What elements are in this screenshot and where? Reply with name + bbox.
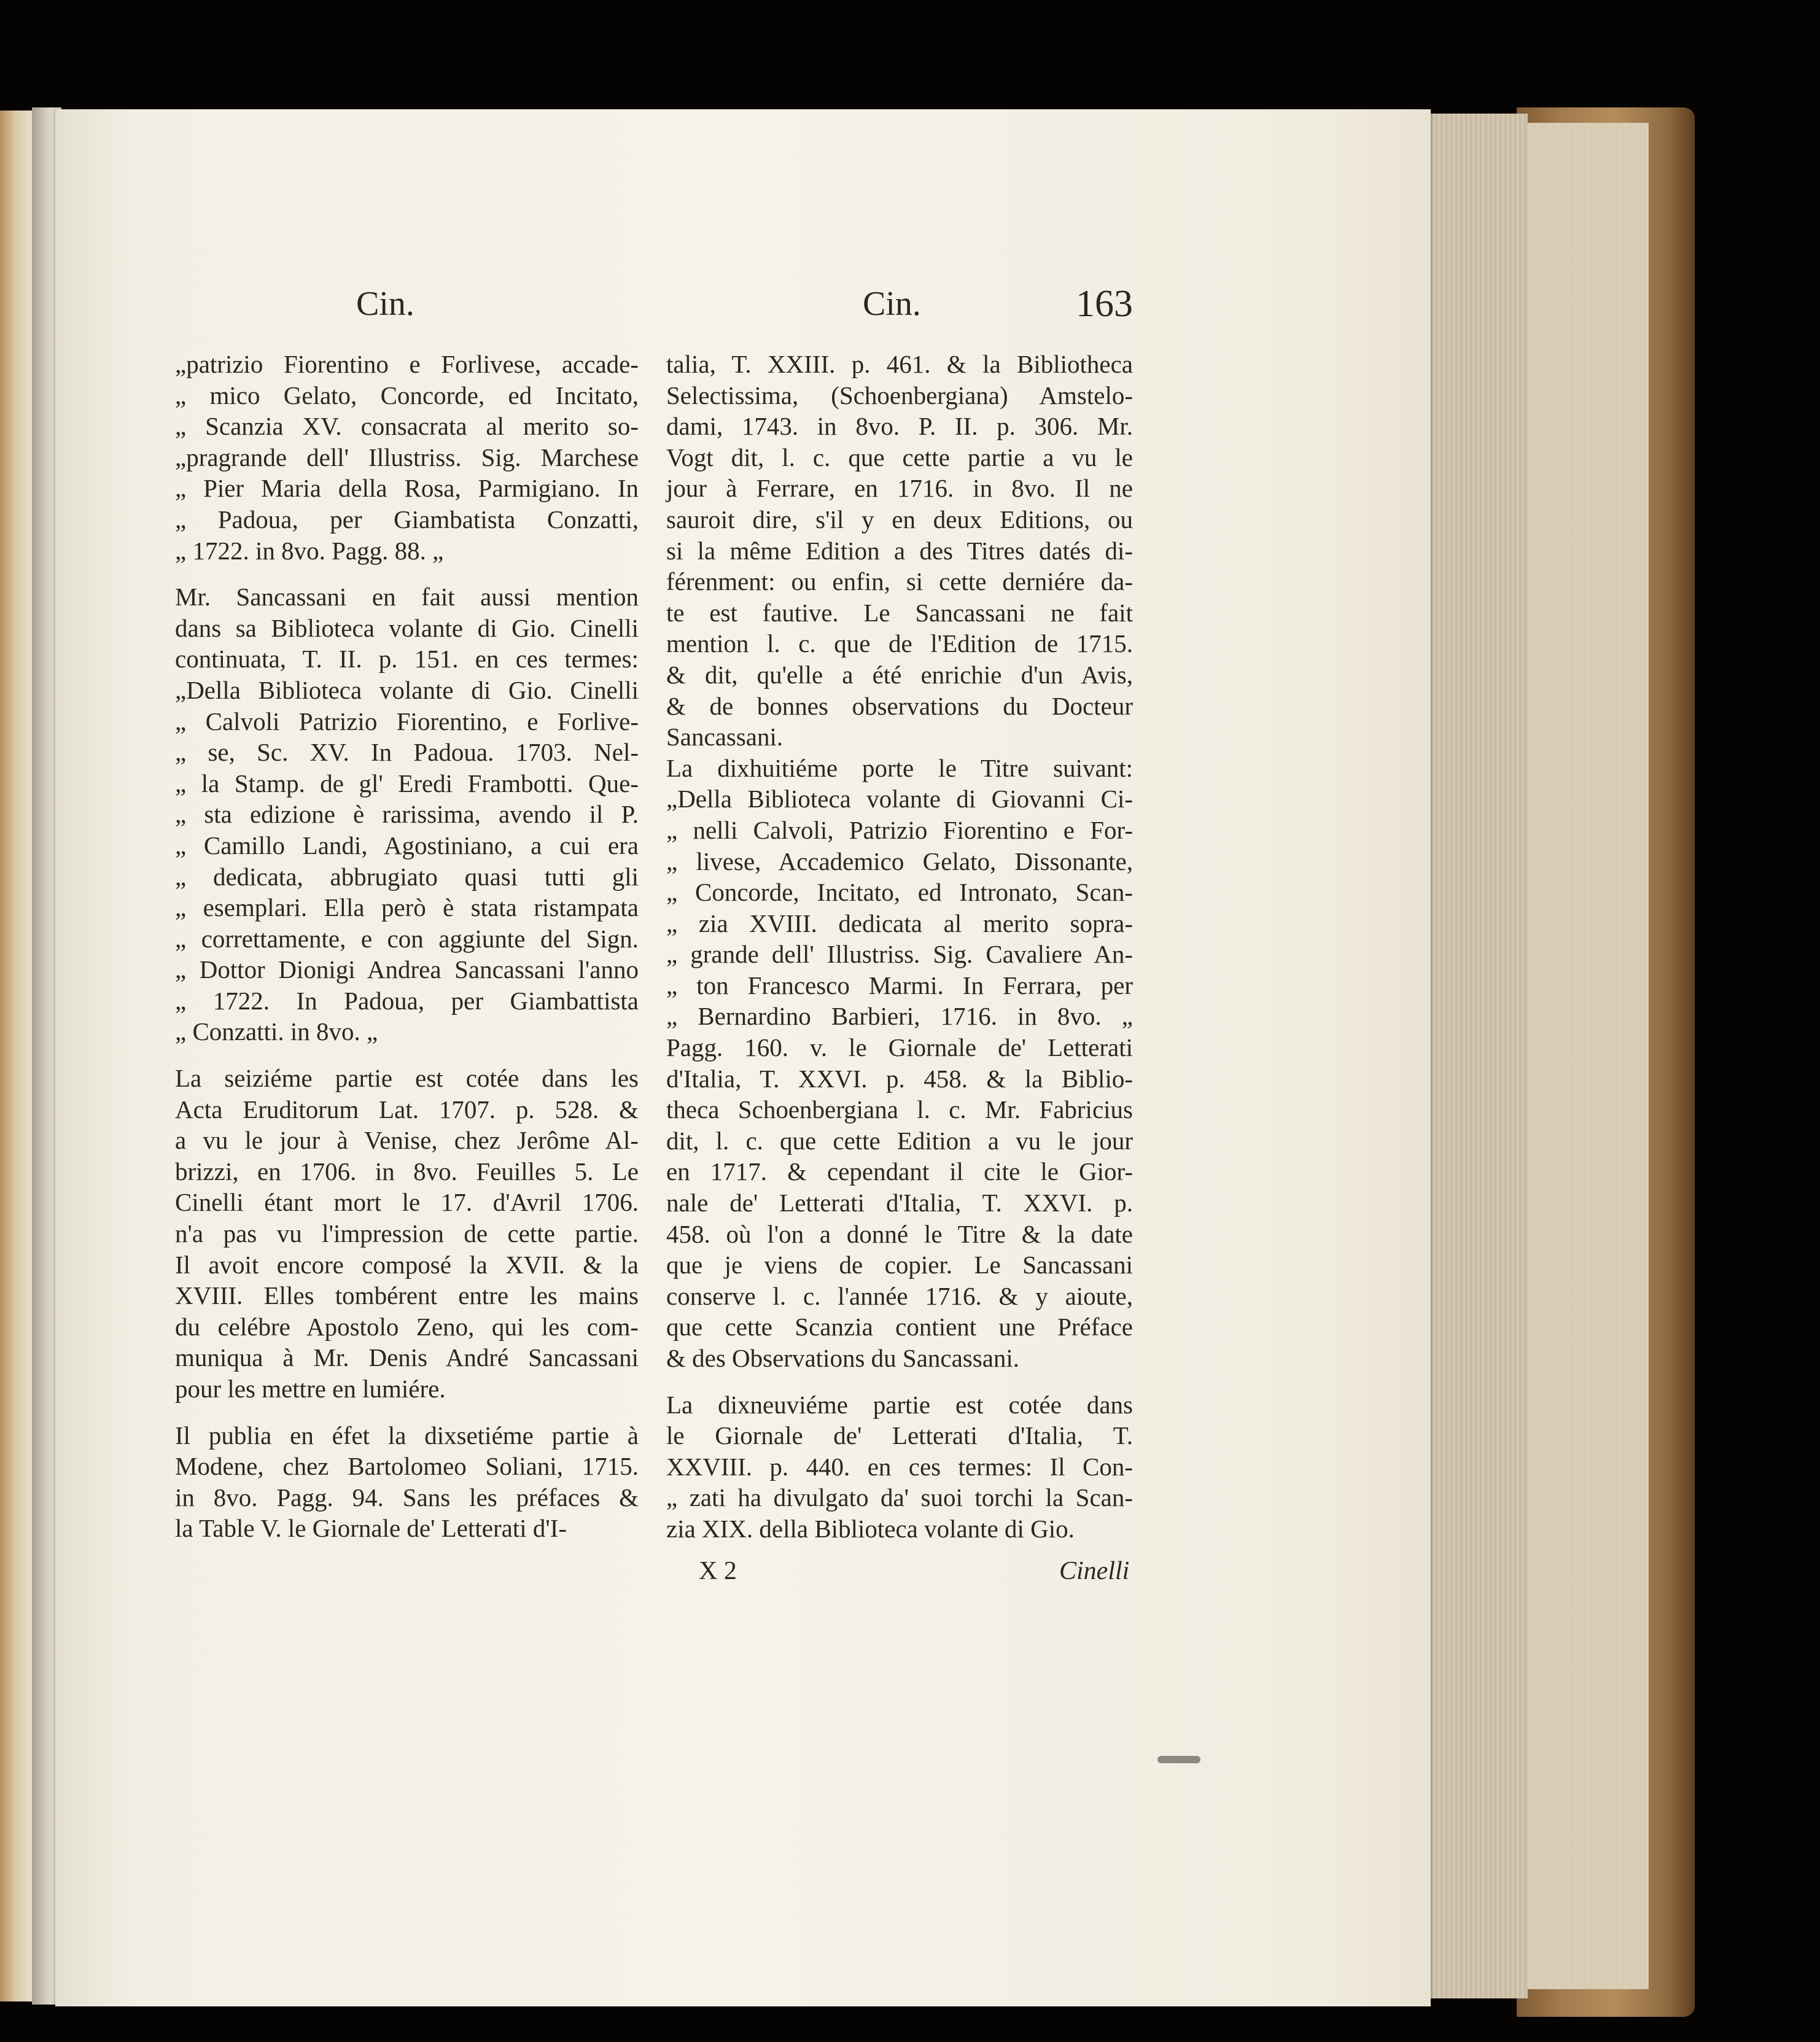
text-line: „ correttamente, e con aggiunte del Sign. bbox=[175, 924, 639, 953]
text-line: „ se, Sc. XV. In Padoua. 1703. Nel- bbox=[175, 738, 639, 767]
text-line: „Della Biblioteca volante di Giovanni Ci- bbox=[666, 785, 1133, 813]
text-line: „ Dottor Dionigi Andrea Sancassani l'anno bbox=[175, 955, 639, 984]
text-line: La dixneuviéme partie est cotée dans bbox=[666, 1390, 1133, 1419]
text-line: „ Conzatti. in 8vo. „ bbox=[175, 1017, 378, 1046]
text-line: „ ton Francesco Marmi. In Ferrara, per bbox=[666, 971, 1133, 1000]
text-line: XXVIII. p. 440. en ces termes: Il Con- bbox=[666, 1452, 1133, 1481]
text-line: sauroit dire, s'il y en deux Editions, ou bbox=[666, 505, 1133, 534]
paragraph-gap bbox=[175, 1405, 639, 1420]
text-line: Vogt dit, l. c. que cette partie a vu le bbox=[666, 443, 1133, 472]
catchword: Cinelli bbox=[1059, 1557, 1130, 1585]
text-line: „ dedicata, abbrugiato quasi tutti gli bbox=[175, 862, 639, 891]
text-line: La seiziéme partie est cotée dans les bbox=[175, 1064, 639, 1093]
text-line: „Della Biblioteca volante di Gio. Cinelli bbox=[175, 675, 639, 704]
text-line: „ 1722. In Padoua, per Giambattista bbox=[175, 986, 639, 1015]
text-line: „pragrande dell' Illustriss. Sig. Marchese bbox=[175, 443, 639, 472]
text-line: „ zati ha divulgato da' suoi torchi la Scan- bbox=[666, 1483, 1133, 1512]
text-line: Mr. Sancassani en fait aussi mention bbox=[175, 583, 639, 611]
text-line: n'a pas vu l'impression de cette partie. bbox=[175, 1219, 639, 1248]
text-line: pour les mettre en lumiére. bbox=[175, 1375, 446, 1403]
text-line: & des Observations du Sancassani. bbox=[666, 1344, 1020, 1372]
running-head-right: Cin. bbox=[863, 285, 921, 323]
text-line: Il avoit encore composé la XVII. & la bbox=[175, 1250, 639, 1279]
paragraph-gap bbox=[175, 1047, 639, 1063]
text-line: Pagg. 160. v. le Giornale de' Letterati bbox=[666, 1033, 1133, 1062]
text-line: „ Camillo Landi, Agostiniano, a cui era bbox=[175, 831, 639, 860]
text-line: que cette Scanzia contient une Préface bbox=[666, 1313, 1133, 1341]
text-line: te est fautive. Le Sancassani ne fait bbox=[666, 598, 1133, 627]
text-line: dami, 1743. in 8vo. P. II. p. 306. Mr. bbox=[666, 412, 1133, 441]
text-line: Acta Eruditorum Lat. 1707. p. 528. & bbox=[175, 1095, 639, 1124]
text-line: „ 1722. in 8vo. Pagg. 88. „ bbox=[175, 536, 444, 565]
text-line: dit, l. c. que cette Edition a vu le jour bbox=[666, 1126, 1133, 1155]
text-line: 458. où l'on a donné le Titre & la date bbox=[666, 1219, 1133, 1248]
text-line: „ Padoua, per Giambatista Conzatti, bbox=[175, 505, 639, 534]
text-line: Sancassani. bbox=[666, 723, 784, 751]
paragraph-gap bbox=[175, 566, 639, 581]
text-line: „ Scanzia XV. consacrata al merito so- bbox=[175, 412, 639, 441]
left-text-column bbox=[175, 349, 639, 1544]
text-line: „ Pier Maria della Rosa, Parmigiano. In bbox=[175, 474, 639, 503]
text-line: talia, T. XXIII. p. 461. & la Bibliotheca bbox=[666, 350, 1133, 378]
signature-mark: X 2 bbox=[699, 1557, 737, 1585]
text-line: & de bonnes observations du Docteur bbox=[666, 691, 1133, 720]
text-line: conserve l. c. l'année 1716. & y aioute, bbox=[666, 1281, 1133, 1310]
text-line: zia XIX. della Biblioteca volante di Gio. bbox=[666, 1514, 1075, 1543]
text-line: muniqua à Mr. Denis André Sancassani bbox=[175, 1343, 639, 1372]
text-line: nale de' Letterati d'Italia, T. XXVI. p. bbox=[666, 1189, 1133, 1217]
running-head-left: Cin. bbox=[356, 285, 414, 323]
text-line: Modene, chez Bartolomeo Soliani, 1715. bbox=[175, 1452, 639, 1481]
text-line: „ la Stamp. de gl' Eredi Frambotti. Que- bbox=[175, 769, 639, 798]
text-line: si la même Edition a des Titres datés di- bbox=[666, 536, 1133, 565]
right-text-column bbox=[666, 349, 1133, 1545]
text-line: La dixhuitiéme porte le Titre suivant: bbox=[666, 753, 1133, 782]
text-line: „ Bernardino Barbieri, 1716. in 8vo. „ bbox=[666, 1002, 1133, 1031]
text-line: a vu le jour à Venise, chez Jerôme Al- bbox=[175, 1126, 639, 1155]
text-line: & dit, qu'elle a été enrichie d'un Avis, bbox=[666, 660, 1133, 689]
text-line: continuata, T. II. p. 151. en ces termes: bbox=[175, 645, 639, 674]
text-line: „ sta edizione è rarissima, avendo il P. bbox=[175, 800, 639, 829]
text-line: „ zia XVIII. dedicata al merito sopra- bbox=[666, 909, 1133, 938]
paragraph-gap bbox=[666, 1374, 1133, 1389]
text-line: dans sa Biblioteca volante di Gio. Cinelli bbox=[175, 613, 639, 642]
text-line: „ Concorde, Incitato, ed Intronato, Scan- bbox=[666, 878, 1133, 907]
text-line: „ livese, Accademico Gelato, Dissonante, bbox=[666, 847, 1133, 875]
text-line: XVIII. Elles tombérent entre les mains bbox=[175, 1281, 639, 1310]
text-line: la Table V. le Giornale de' Letterati d'I- bbox=[175, 1514, 567, 1543]
text-line: Il publia en éfet la dixsetiéme partie à bbox=[175, 1421, 639, 1450]
text-line: du celébre Apostolo Zeno, qui les com- bbox=[175, 1312, 639, 1341]
text-line: brizzi, en 1706. in 8vo. Feuilles 5. Le bbox=[175, 1157, 639, 1186]
text-line: in 8vo. Pagg. 94. Sans les préfaces & bbox=[175, 1483, 639, 1512]
text-line: „ grande dell' Illustriss. Sig. Cavaliere An- bbox=[666, 940, 1133, 969]
text-line: en 1717. & cependant il cite le Gior- bbox=[666, 1157, 1133, 1186]
page-number: 163 bbox=[1076, 283, 1133, 325]
text-line: „ nelli Calvoli, Patrizio Fiorentino e For- bbox=[666, 815, 1133, 844]
text-line: férenment: ou enfin, si cette derniére da- bbox=[666, 567, 1133, 596]
text-line: Cinelli étant mort le 17. d'Avril 1706. bbox=[175, 1188, 639, 1217]
text-line: „ esemplari. Ella però è stata ristampata bbox=[175, 893, 639, 922]
text-line: que je viens de copier. Le Sancassani bbox=[666, 1251, 1133, 1279]
ink-stain bbox=[1157, 1756, 1200, 1763]
text-line: d'Italia, T. XXVI. p. 458. & la Biblio- bbox=[666, 1064, 1133, 1093]
text-line: „ mico Gelato, Concorde, ed Incitato, bbox=[175, 381, 639, 410]
text-line: Selectissima, (Schoenbergiana) Amstelo- bbox=[666, 381, 1133, 410]
text-line: „patrizio Fiorentino e Forlivese, accade- bbox=[175, 350, 639, 378]
text-line: mention l. c. que de l'Edition de 1715. bbox=[666, 629, 1133, 658]
text-line: „ Calvoli Patrizio Fiorentino, e Forlive- bbox=[175, 707, 639, 736]
text-line: le Giornale de' Letterati d'Italia, T. bbox=[666, 1421, 1133, 1450]
text-line: jour à Ferrare, en 1716. in 8vo. Il ne bbox=[666, 474, 1133, 503]
text-line: theca Schoenbergiana l. c. Mr. Fabricius bbox=[666, 1095, 1133, 1124]
